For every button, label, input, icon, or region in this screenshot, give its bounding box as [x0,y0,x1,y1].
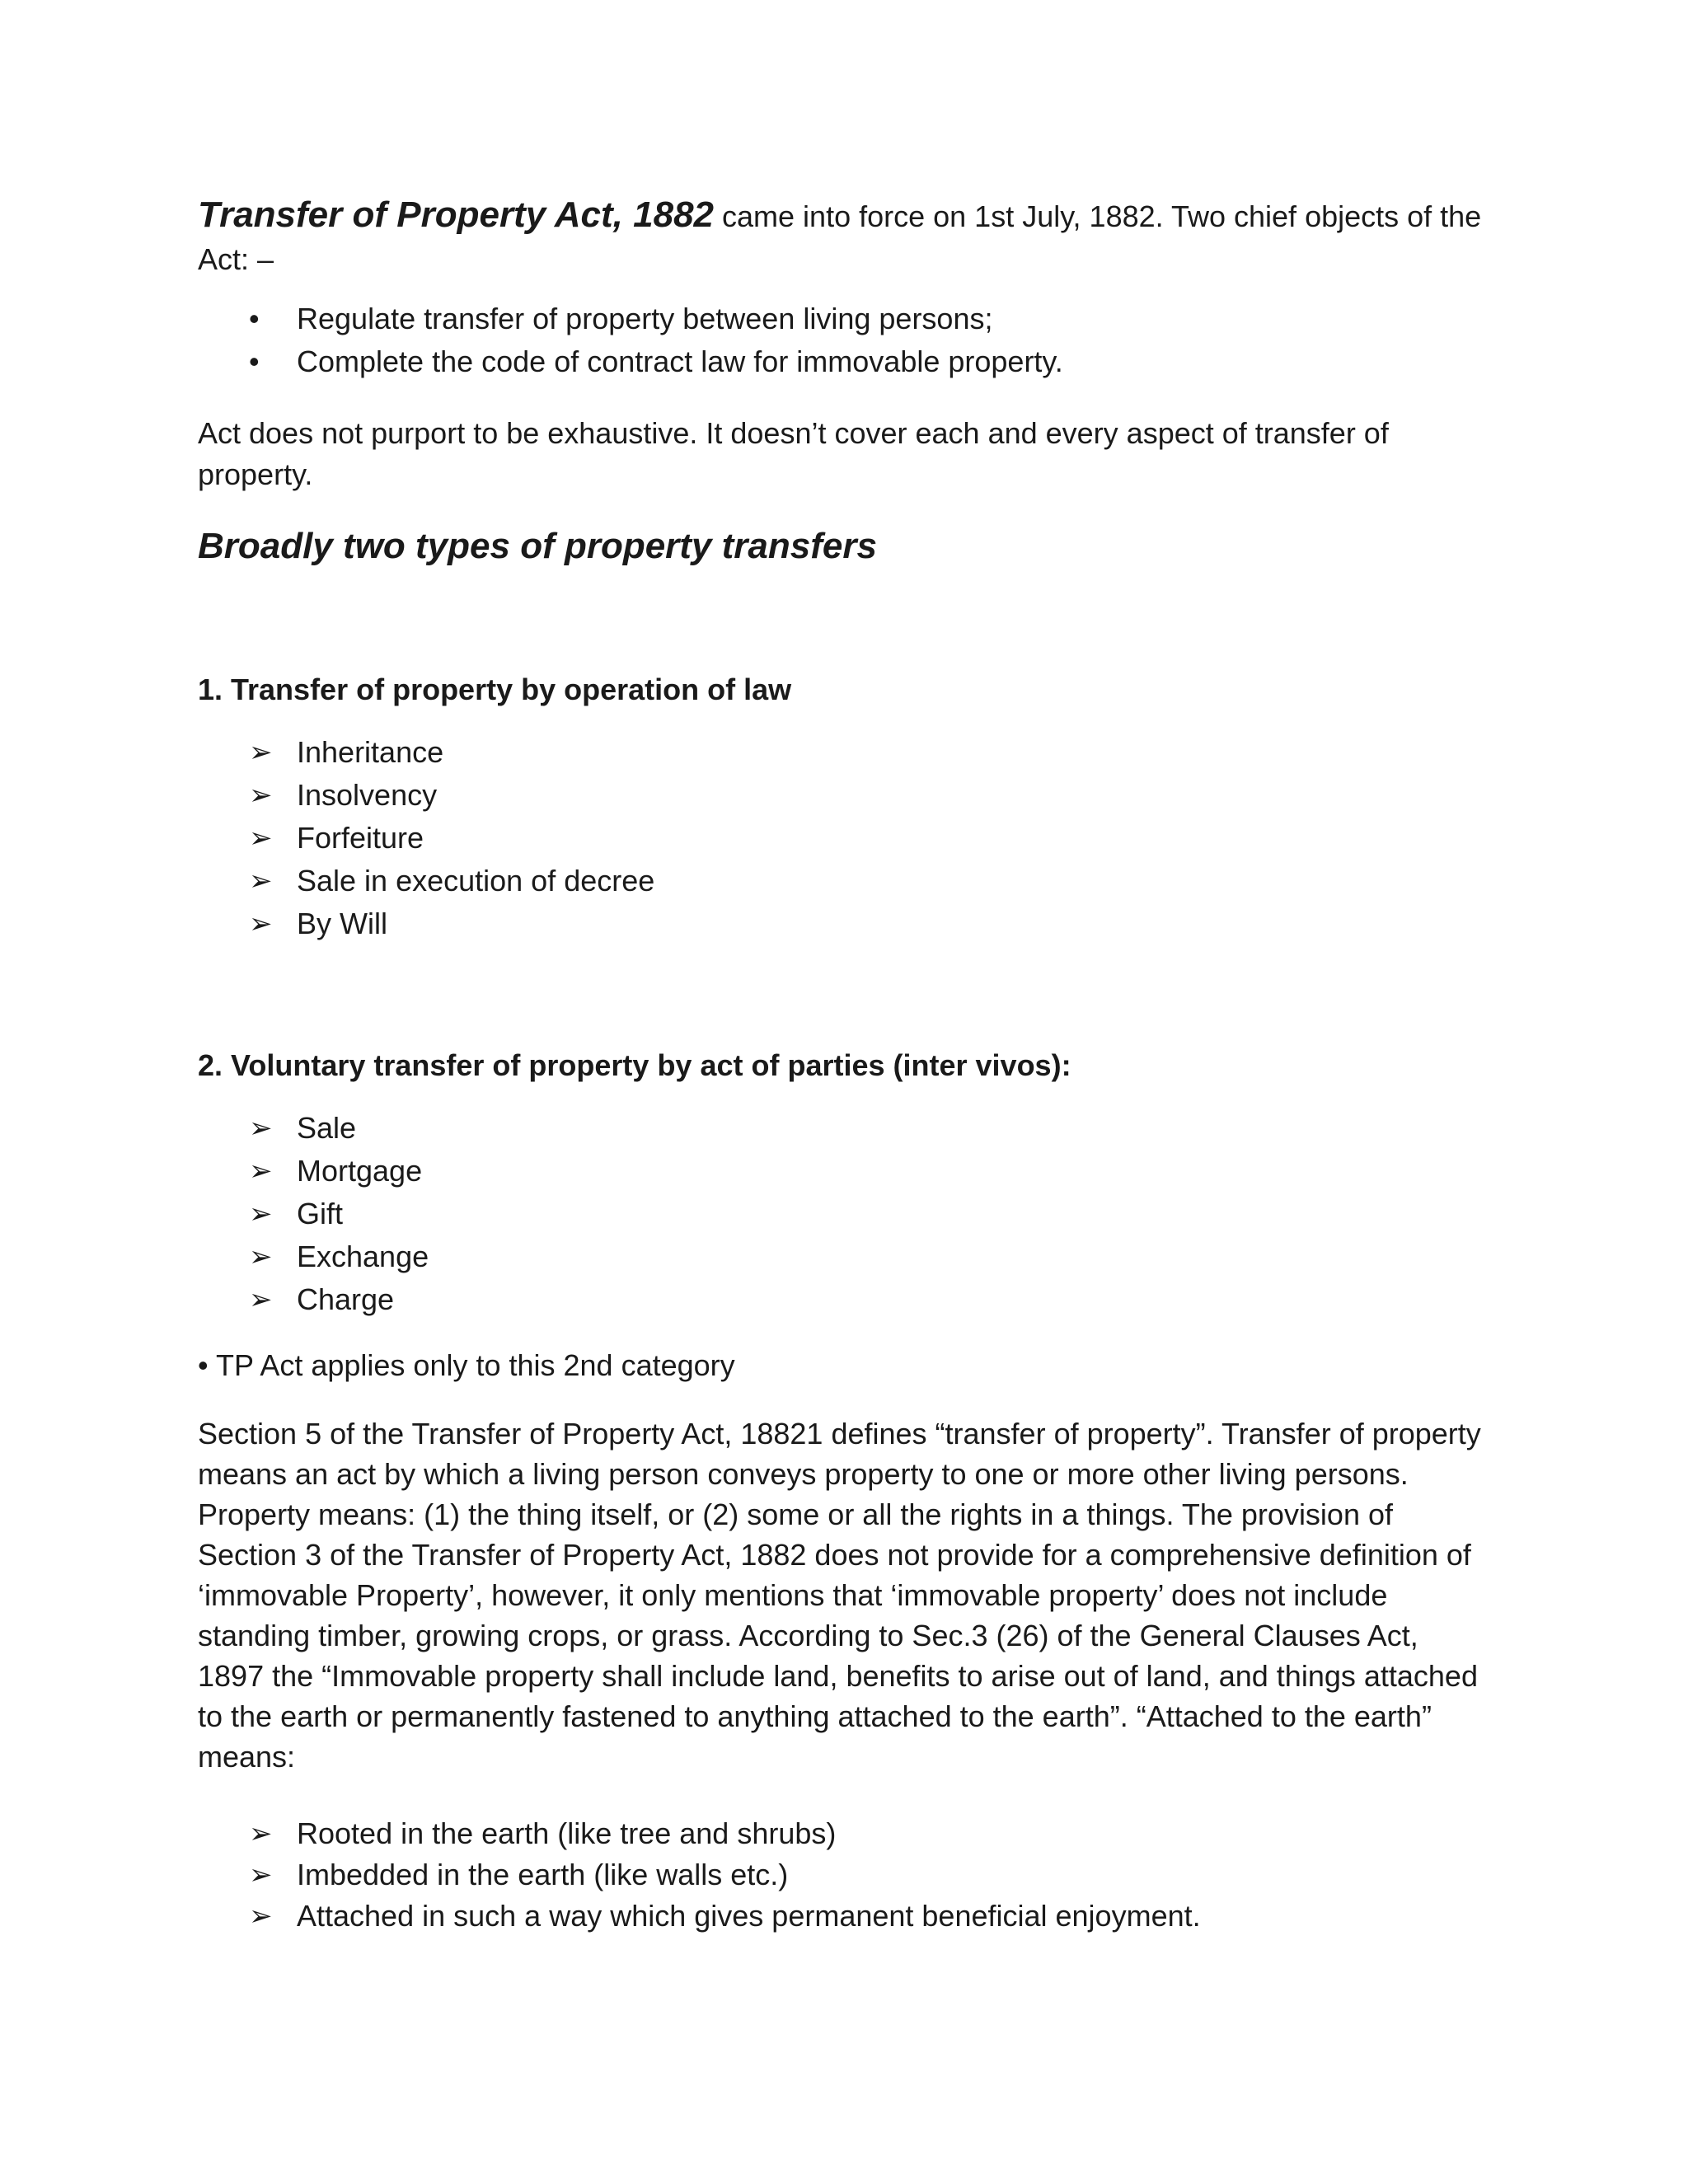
list-item-text: Rooted in the earth (like tree and shrubs) [297,1816,837,1850]
voluntary-transfer-list [198,1107,1484,1321]
arrow-bullet-icon: ➢ [249,1859,273,1891]
list-item-text: Gift [297,1197,344,1230]
attached-to-earth-list [198,1813,1484,1937]
bullet-dot-icon: • [249,344,260,378]
bullet-dot-icon: • [249,302,260,335]
list-item-text: Attached in such a way which gives permanent beneficial enjoyment. [297,1899,1201,1933]
voluntary-transfer-heading: 2. Voluntary transfer of property by act of parties (inter vivos): [198,1048,1071,1082]
list-item [198,731,1484,774]
operation-of-law-list [198,731,1484,945]
list-item [198,1150,1484,1193]
list-item [198,340,1484,383]
list-item-text: Sale [297,1111,357,1145]
section-heading: Broadly two types of property transfers [198,526,877,566]
arrow-bullet-icon: ➢ [249,1155,273,1187]
list-item-text: Exchange [297,1240,429,1273]
list-item-text: Charge [297,1282,395,1316]
list-item-text: Complete the code of contract law for immovable property. [297,344,1063,378]
arrow-bullet-icon: ➢ [249,1241,273,1272]
arrow-bullet-icon: ➢ [249,823,273,854]
list-item [198,1813,1484,1854]
list-item [198,817,1484,860]
list-item [198,1193,1484,1235]
list-item [198,1896,1484,1937]
exhaustive-note: Act does not purport to be exhaustive. It doesn’t cover each and every aspect of transfer of property. [198,416,1389,491]
document-page [198,194,1484,1937]
intro-paragraph [198,194,1484,281]
list-item [198,1278,1484,1321]
list-item [198,1235,1484,1278]
arrow-bullet-icon: ➢ [249,1113,273,1144]
list-item-text: Imbedded in the earth (like walls etc.) [297,1858,789,1891]
list-item-text: Regulate transfer of property between living persons; [297,302,993,335]
objects-list [198,298,1484,383]
arrow-bullet-icon: ➢ [249,908,273,940]
list-item-text: Inheritance [297,735,444,769]
arrow-bullet-icon: ➢ [249,1198,273,1230]
list-item [198,1107,1484,1150]
arrow-bullet-icon: ➢ [249,737,273,768]
list-item [198,774,1484,817]
arrow-bullet-icon: ➢ [249,780,273,811]
list-item-text: By Will [297,907,387,940]
list-item-text: Forfeiture [297,821,424,855]
act-title: Transfer of Property Act, 1882 [198,194,715,235]
arrow-bullet-icon: ➢ [249,1818,273,1849]
tp-act-note: • TP Act applies only to this 2nd category [198,1348,735,1382]
list-item [198,1854,1484,1896]
list-item [198,860,1484,902]
intro-text: came into force on 1st July, 1882. Two chief objects of the Act: – [198,199,1482,276]
arrow-bullet-icon: ➢ [249,1284,273,1315]
arrow-bullet-icon: ➢ [249,865,273,897]
section-5-paragraph: Section 5 of the Transfer of Property Act, 18821 defines “transfer of property”. Transfer of property means an act by which a living person conveys property to one or more other living persons. Property means: (1) the thing itself, or (2) some or all the rights in a things. The provision of Section 3 of the Transfer of Property Act, 1882 does not provide for a comprehensive definition of ‘immovable Property’, however, it only mentions that ‘immovable property’ does not include standing timber, growing crops, or grass. According to Sec.3 (26) of the General Clauses Act, 1897 the “Immovable property shall include land, benefits to arise out of land, and things attached to the earth or permanently fastened to anything attached to the earth”. “Attached to the earth” means: [198,1417,1481,1774]
list-item [198,298,1484,340]
list-item-text: Insolvency [297,778,438,812]
list-item-text: Sale in execution of decree [297,864,655,898]
operation-of-law-heading: 1. Transfer of property by operation of law [198,673,792,706]
list-item-text: Mortgage [297,1154,423,1188]
arrow-bullet-icon: ➢ [249,1900,273,1932]
list-item [198,902,1484,945]
